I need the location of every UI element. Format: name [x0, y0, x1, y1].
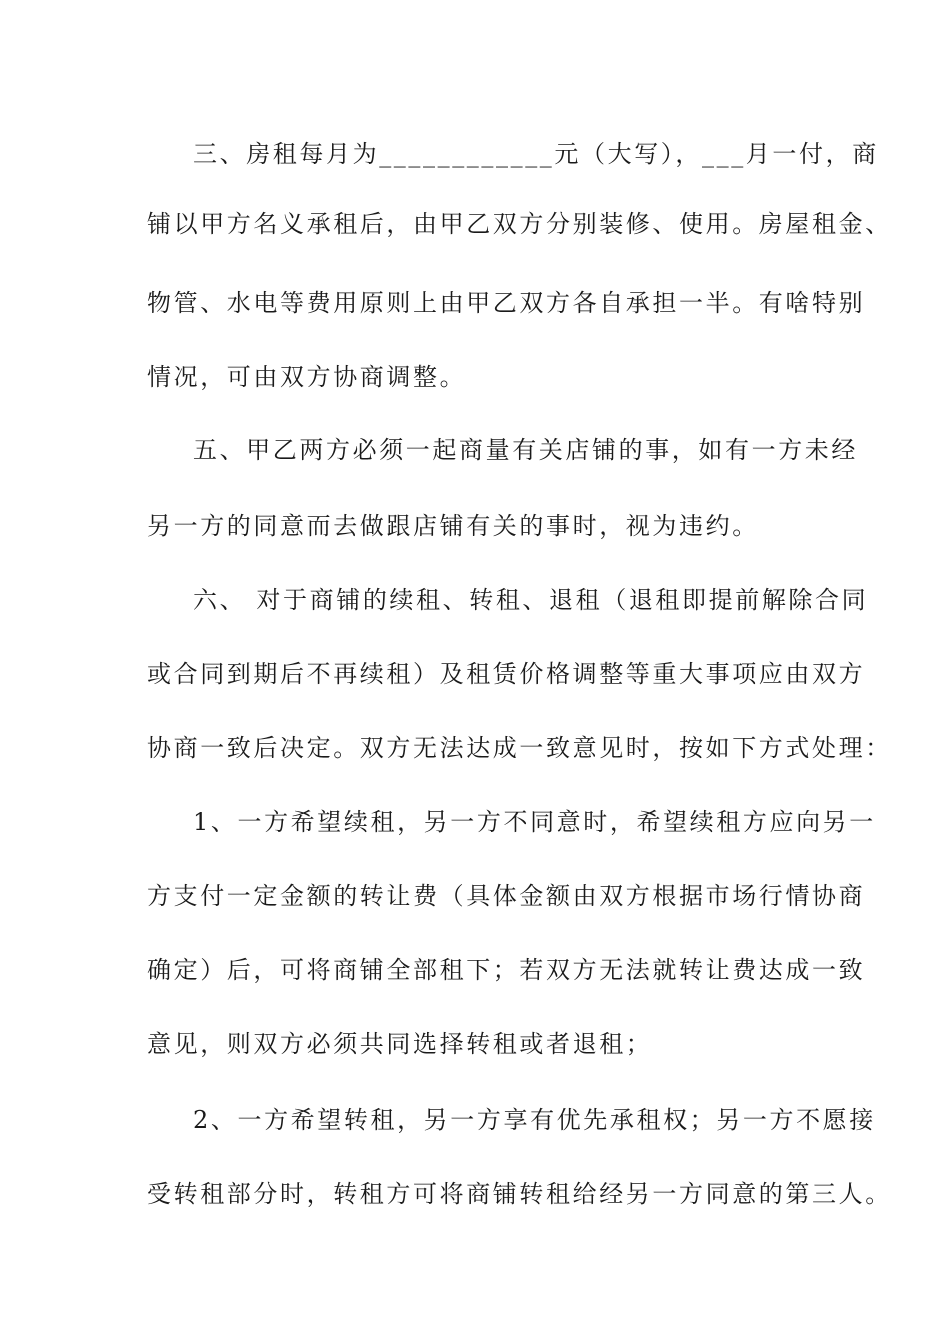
item-1-line-3: 确定）后，可将商铺全部租下；若双方无法就转让费达成一致: [147, 956, 866, 984]
clause-6-line-2: 或合同到期后不再续租）及租赁价格调整等重大事项应由双方: [147, 660, 866, 688]
clause-5-line-1: 五、甲乙两方必须一起商量有关店铺的事，如有一方未经: [193, 436, 858, 464]
clause-6-line-3: 协商一致后决定。双方无法达成一致意见时，按如下方式处理：: [147, 734, 892, 762]
clause-3-line-2: 铺以甲方名义承租后，由甲乙双方分别装修、使用。房屋租金、: [147, 210, 892, 238]
clause-5-line-2: 另一方的同意而去做跟店铺有关的事时，视为违约。: [147, 512, 759, 540]
item-1-line-4: 意见，则双方必须共同选择转租或者退租；: [147, 1030, 653, 1058]
clause-3-line-3: 物管、水电等费用原则上由甲乙双方各自承担一半。有啥特别: [147, 289, 866, 317]
item-1-line-2: 方支付一定金额的转让费（具体金额由双方根据市场行情协商: [147, 882, 866, 910]
item-1-line-1: 1、一方希望续租，另一方不同意时，希望续租方应向另一: [193, 808, 876, 836]
item-2-line-1: 2、一方希望转租，另一方享有优先承租权；另一方不愿接: [193, 1106, 876, 1134]
clause-6-line-1: 六、 对于商铺的续租、转租、退租（退租即提前解除合同: [193, 586, 869, 614]
item-2-line-2: 受转租部分时，转租方可将商铺转租给经另一方同意的第三人。: [147, 1180, 892, 1208]
clause-3-line-4: 情况，可由双方协商调整。: [147, 363, 467, 391]
clause-3-line-1: 三、房租每月为____________元（大写），___月一付，商: [193, 140, 879, 168]
